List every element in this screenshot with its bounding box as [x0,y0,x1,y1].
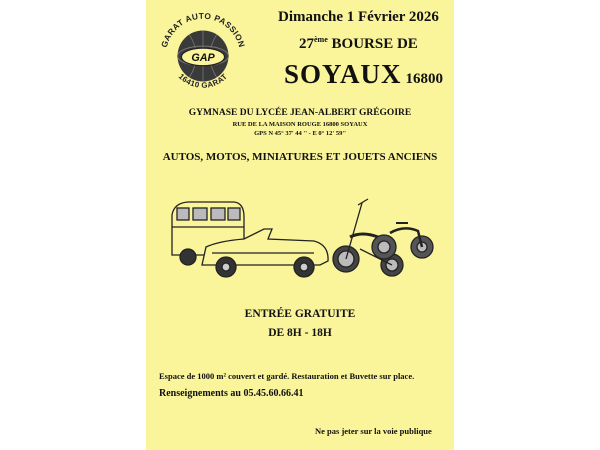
categories: AUTOS, MOTOS, MINIATURES ET JOUETS ANCIENS [162,151,438,163]
flyer [146,0,454,450]
event-edition: 27ème BOURSE DE [299,35,418,52]
venue-name: GYMNASE DU LYCÉE JEAN-ALBERT GRÉGOIRE [188,108,412,118]
logo-monogram: GAP [191,51,215,64]
contact-info: Renseignements au 05.45.60.66.41 [159,388,304,399]
footer-note: Ne pas jeter sur la voie publique [315,426,432,436]
chopper-motorcycle-icon [333,199,403,276]
venue-info: Espace de 1000 m² couvert et gardé. Restauration et Buvette sur place. [159,371,415,381]
vintage-vehicles-illustration [164,193,434,288]
venue-street: RUE DE LA MAISON ROUGE 16800 SOYAUX [232,121,368,128]
logo-arc-top: GARAT AUTO PASSION [158,10,248,49]
event-city: SOYAUX 16800 [284,59,444,89]
entry-hours: DE 8H - 18H [268,327,332,339]
gap-logo [154,5,252,103]
venue-gps: GPS N 45° 37' 44 '' - E 0° 12' 59'' [254,130,346,137]
event-date: Dimanche 1 Février 2026 [278,9,439,25]
logo-arc-bottom: 16410 GARAT [176,71,230,90]
entry-price: ENTRÉE GRATUITE [244,308,356,320]
classic-motorcycle-icon [372,223,433,259]
